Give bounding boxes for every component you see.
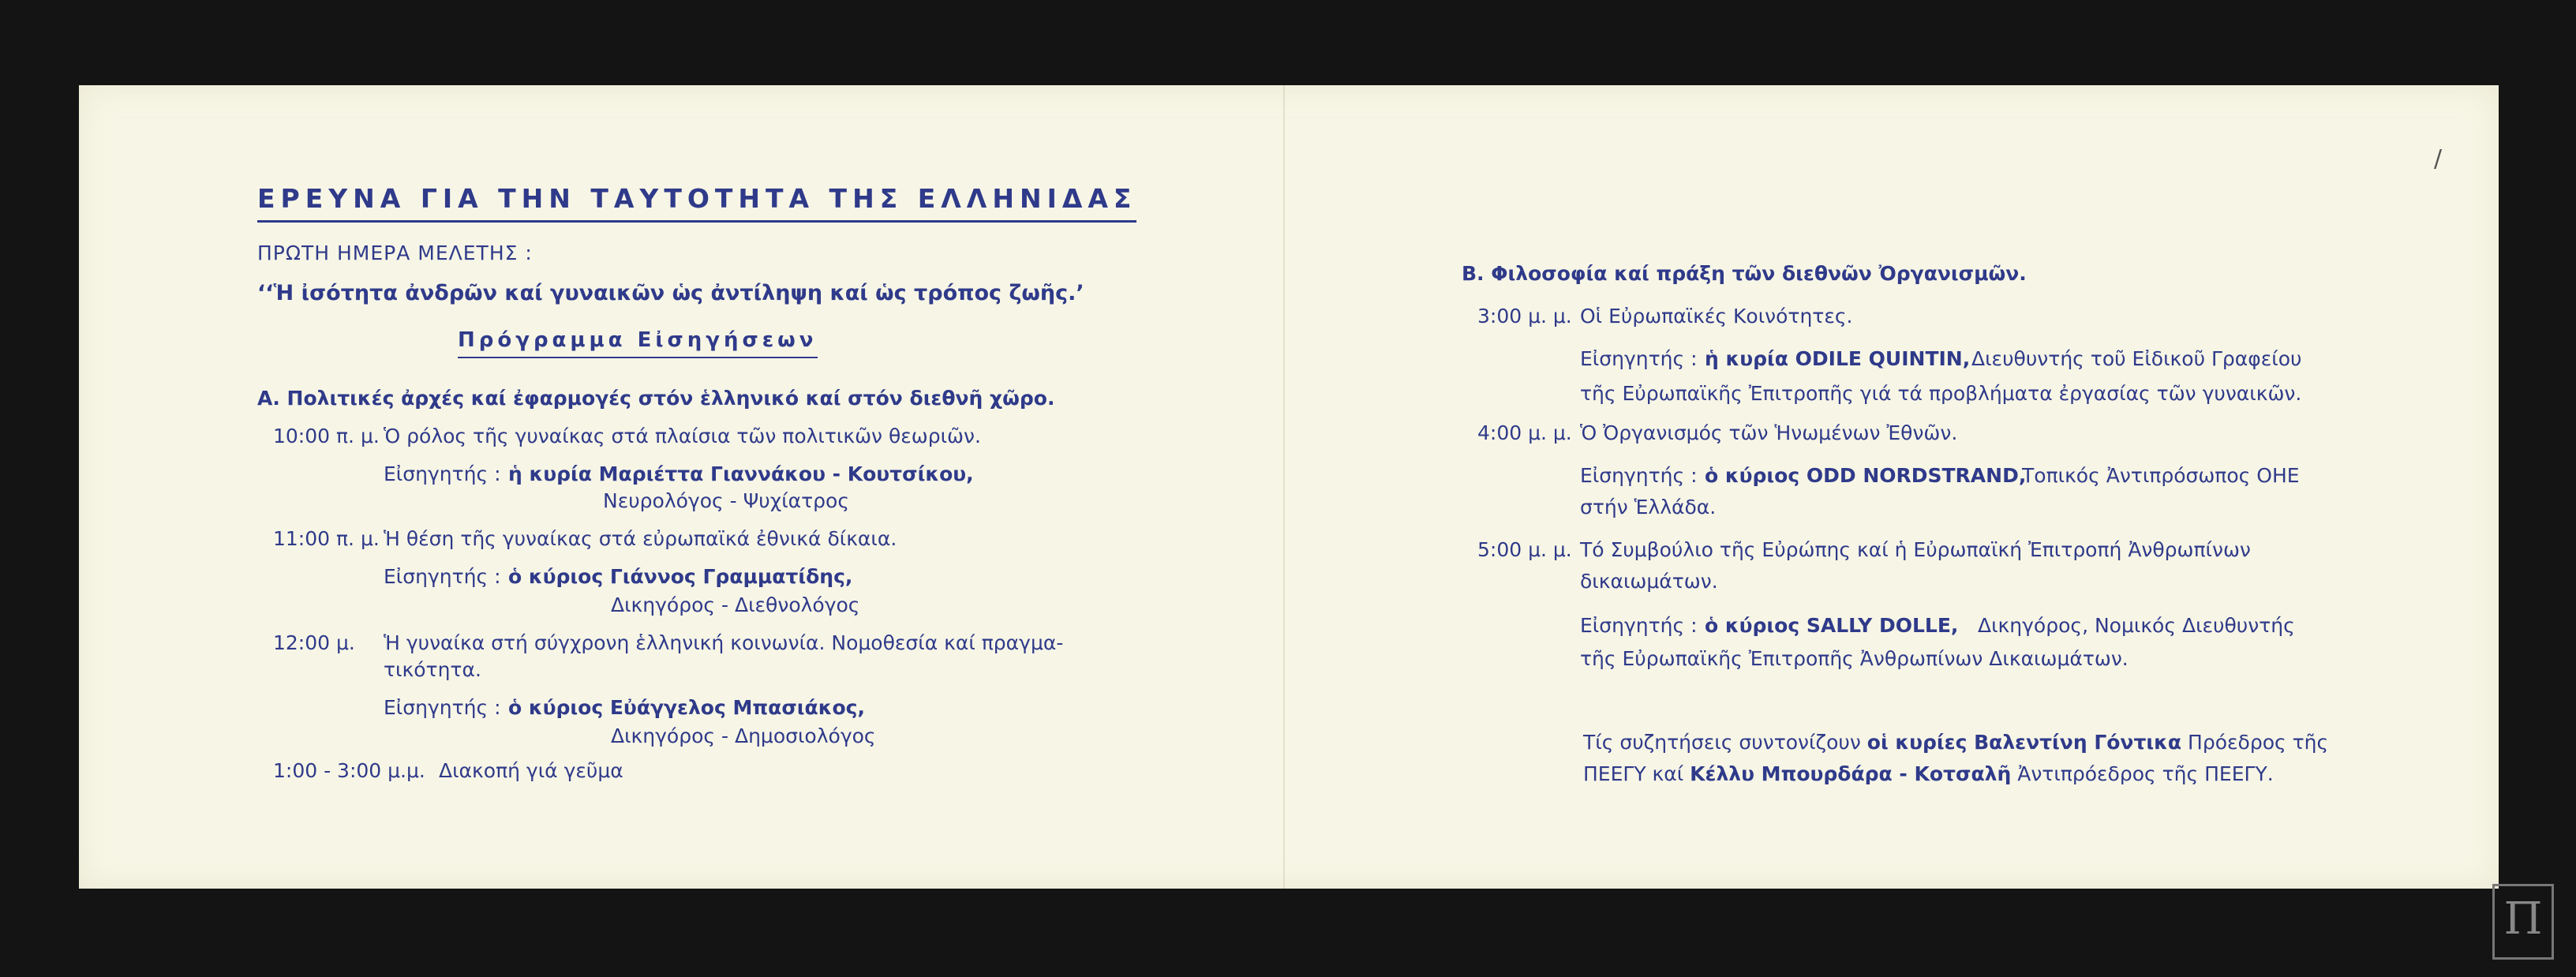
speaker-label: Εἰσηγητής :: [1580, 464, 1698, 487]
speaker-name: ἡ κυρία ODILE QUINTIN,: [1705, 347, 1971, 370]
coordinator-1-role: Πρόεδρος τῆς: [2188, 731, 2329, 754]
speaker-name: ὁ κύριος Γιάννος Γραμματίδης,: [508, 565, 853, 588]
break-time: 1:00 - 3:00 μ.μ.: [273, 759, 425, 782]
speaker-name: ὁ κύριος ODD NORDSTRAND,: [1705, 464, 2027, 487]
speaker-desc-line1: Διευθυντής τοῦ Εἰδικοῦ Γραφείου: [1971, 347, 2302, 370]
coordination-line1: [1583, 731, 2328, 754]
speaker-desc-line2: στήν Ἑλλάδα.: [1580, 496, 1717, 518]
speaker-desc-line2: τῆς Εὐρωπαϊκῆς Ἐπιτροπῆς γιά τά προβλήματα ἐργασίας τῶν γυναικῶν.: [1580, 382, 2302, 405]
speaker-name: ὁ κύριος SALLY DOLLE,: [1705, 614, 1959, 637]
speaker-role: Δικηγόρος - Διεθνολόγος: [611, 593, 860, 616]
speaker-desc-line1: Τοπικός Ἀντιπρόσωπος ΟΗΕ: [2022, 464, 2300, 487]
speaker-label: Εἰσηγητής :: [384, 696, 501, 719]
coordination-pre: Τίς συζητήσεις συντονίζουν: [1583, 731, 1861, 754]
time-500: 5:00 μ. μ.: [1477, 538, 1572, 561]
coordinator-1: οἱ κυρίες Βαλεντίνη Γόντικα: [1866, 731, 2182, 754]
coordinator-2-role: Ἀντιπρόεδρος τῆς ΠΕΕΓΥ.: [2017, 762, 2274, 785]
topic-1200-line1: Ἡ γυναίκα στή σύγχρονη ἑλληνική κοινωνία. Νομοθεσία καί πραγμα-: [384, 631, 1064, 654]
speaker-name: ἡ κυρία Μαριέττα Γιαννάκου - Κουτσίκου,: [508, 462, 974, 485]
coordinator-2: Κέλλυ Μπουρδάρα - Κοτσαλῆ: [1690, 762, 2012, 785]
coordination-line2: [1583, 762, 2274, 785]
theme-heading: ‘‘Ἡ ἰσότητα ἀνδρῶν καί γυναικῶν ὡς ἀντίληψη καί ὡς τρόπος ζωῆς.’: [257, 281, 1084, 305]
topic-1200-line2: τικότητα.: [384, 658, 481, 681]
program-heading: Πρόγραμμα Εἰσηγήσεων: [458, 328, 818, 358]
speaker-name: ὁ κύριος Εὐάγγελος Μπασιάκος,: [508, 696, 865, 719]
break-text: Διακοπή γιά γεῦμα: [439, 759, 623, 782]
speaker-label: Εἰσηγητής :: [384, 565, 501, 588]
speaker-desc-line2: τῆς Εὐρωπαϊκῆς Ἐπιτροπῆς Ἀνθρωπίνων Δικαιωμάτων.: [1580, 647, 2129, 670]
time-1000: 10:00 π. μ.: [273, 425, 380, 447]
archive-stamp-logo: Π: [2492, 884, 2554, 960]
speaker-desc-line1: Δικηγόρος, Νομικός Διευθυντής: [1978, 614, 2295, 637]
section-a-heading: Α. Πολιτικές ἀρχές καί ἐφαρμογές στόν ἑλληνικό καί στόν διεθνῆ χῶρο.: [257, 387, 1055, 410]
topic-500-line1: Τό Συμβούλιο τῆς Εὐρώπης καί ἡ Εὐρωπαϊκή Ἐπιτροπή Ἀνθρωπίνων: [1580, 538, 2251, 561]
topic-500-line2: δικαιωμάτων.: [1580, 570, 1718, 593]
topic-1000: Ὁ ρόλος τῆς γυναίκας στά πλαίσια τῶν πολιτικῶν θεωριῶν.: [384, 425, 981, 447]
fold-line: [1283, 85, 1285, 889]
topic-400: Ὁ Ὀργανισμός τῶν Ἡνωμένων Ἐθνῶν.: [1580, 421, 1958, 444]
document-title: ΕΡΕΥΝΑ ΓΙΑ ΤΗΝ ΤΑΥΤΟΤΗΤΑ ΤΗΣ ΕΛΛΗΝΙΔΑΣ: [257, 183, 1136, 223]
speaker-label: Εἰσηγητής :: [1580, 614, 1698, 637]
speaker-label: Εἰσηγητής :: [1580, 347, 1698, 370]
section-b-heading: Β. Φιλοσοφία καί πράξη τῶν διεθνῶν Ὀργανισμῶν.: [1462, 262, 2027, 285]
topic-300: Οἱ Εὐρωπαϊκές Κοινότητες.: [1580, 305, 1853, 328]
time-400: 4:00 μ. μ.: [1477, 421, 1572, 444]
pencil-mark: /: [2434, 145, 2443, 173]
coordinator-1-org: ΠΕΕΓΥ καί: [1583, 762, 1684, 785]
day-label: ΠΡΩΤΗ ΗΜΕΡΑ ΜΕΛΕΤΗΣ :: [257, 241, 533, 264]
speaker-label: Εἰσηγητής :: [384, 462, 501, 485]
time-1100: 11:00 π. μ.: [273, 527, 380, 550]
topic-1100: Ἡ θέση τῆς γυναίκας στά εὐρωπαϊκά ἐθνικά δίκαια.: [384, 527, 897, 550]
speaker-role: Νευρολόγος - Ψυχίατρος: [603, 489, 850, 512]
time-1200: 12:00 μ.: [273, 631, 355, 654]
speaker-role: Δικηγόρος - Δημοσιολόγος: [611, 724, 876, 747]
time-300: 3:00 μ. μ.: [1477, 305, 1572, 328]
